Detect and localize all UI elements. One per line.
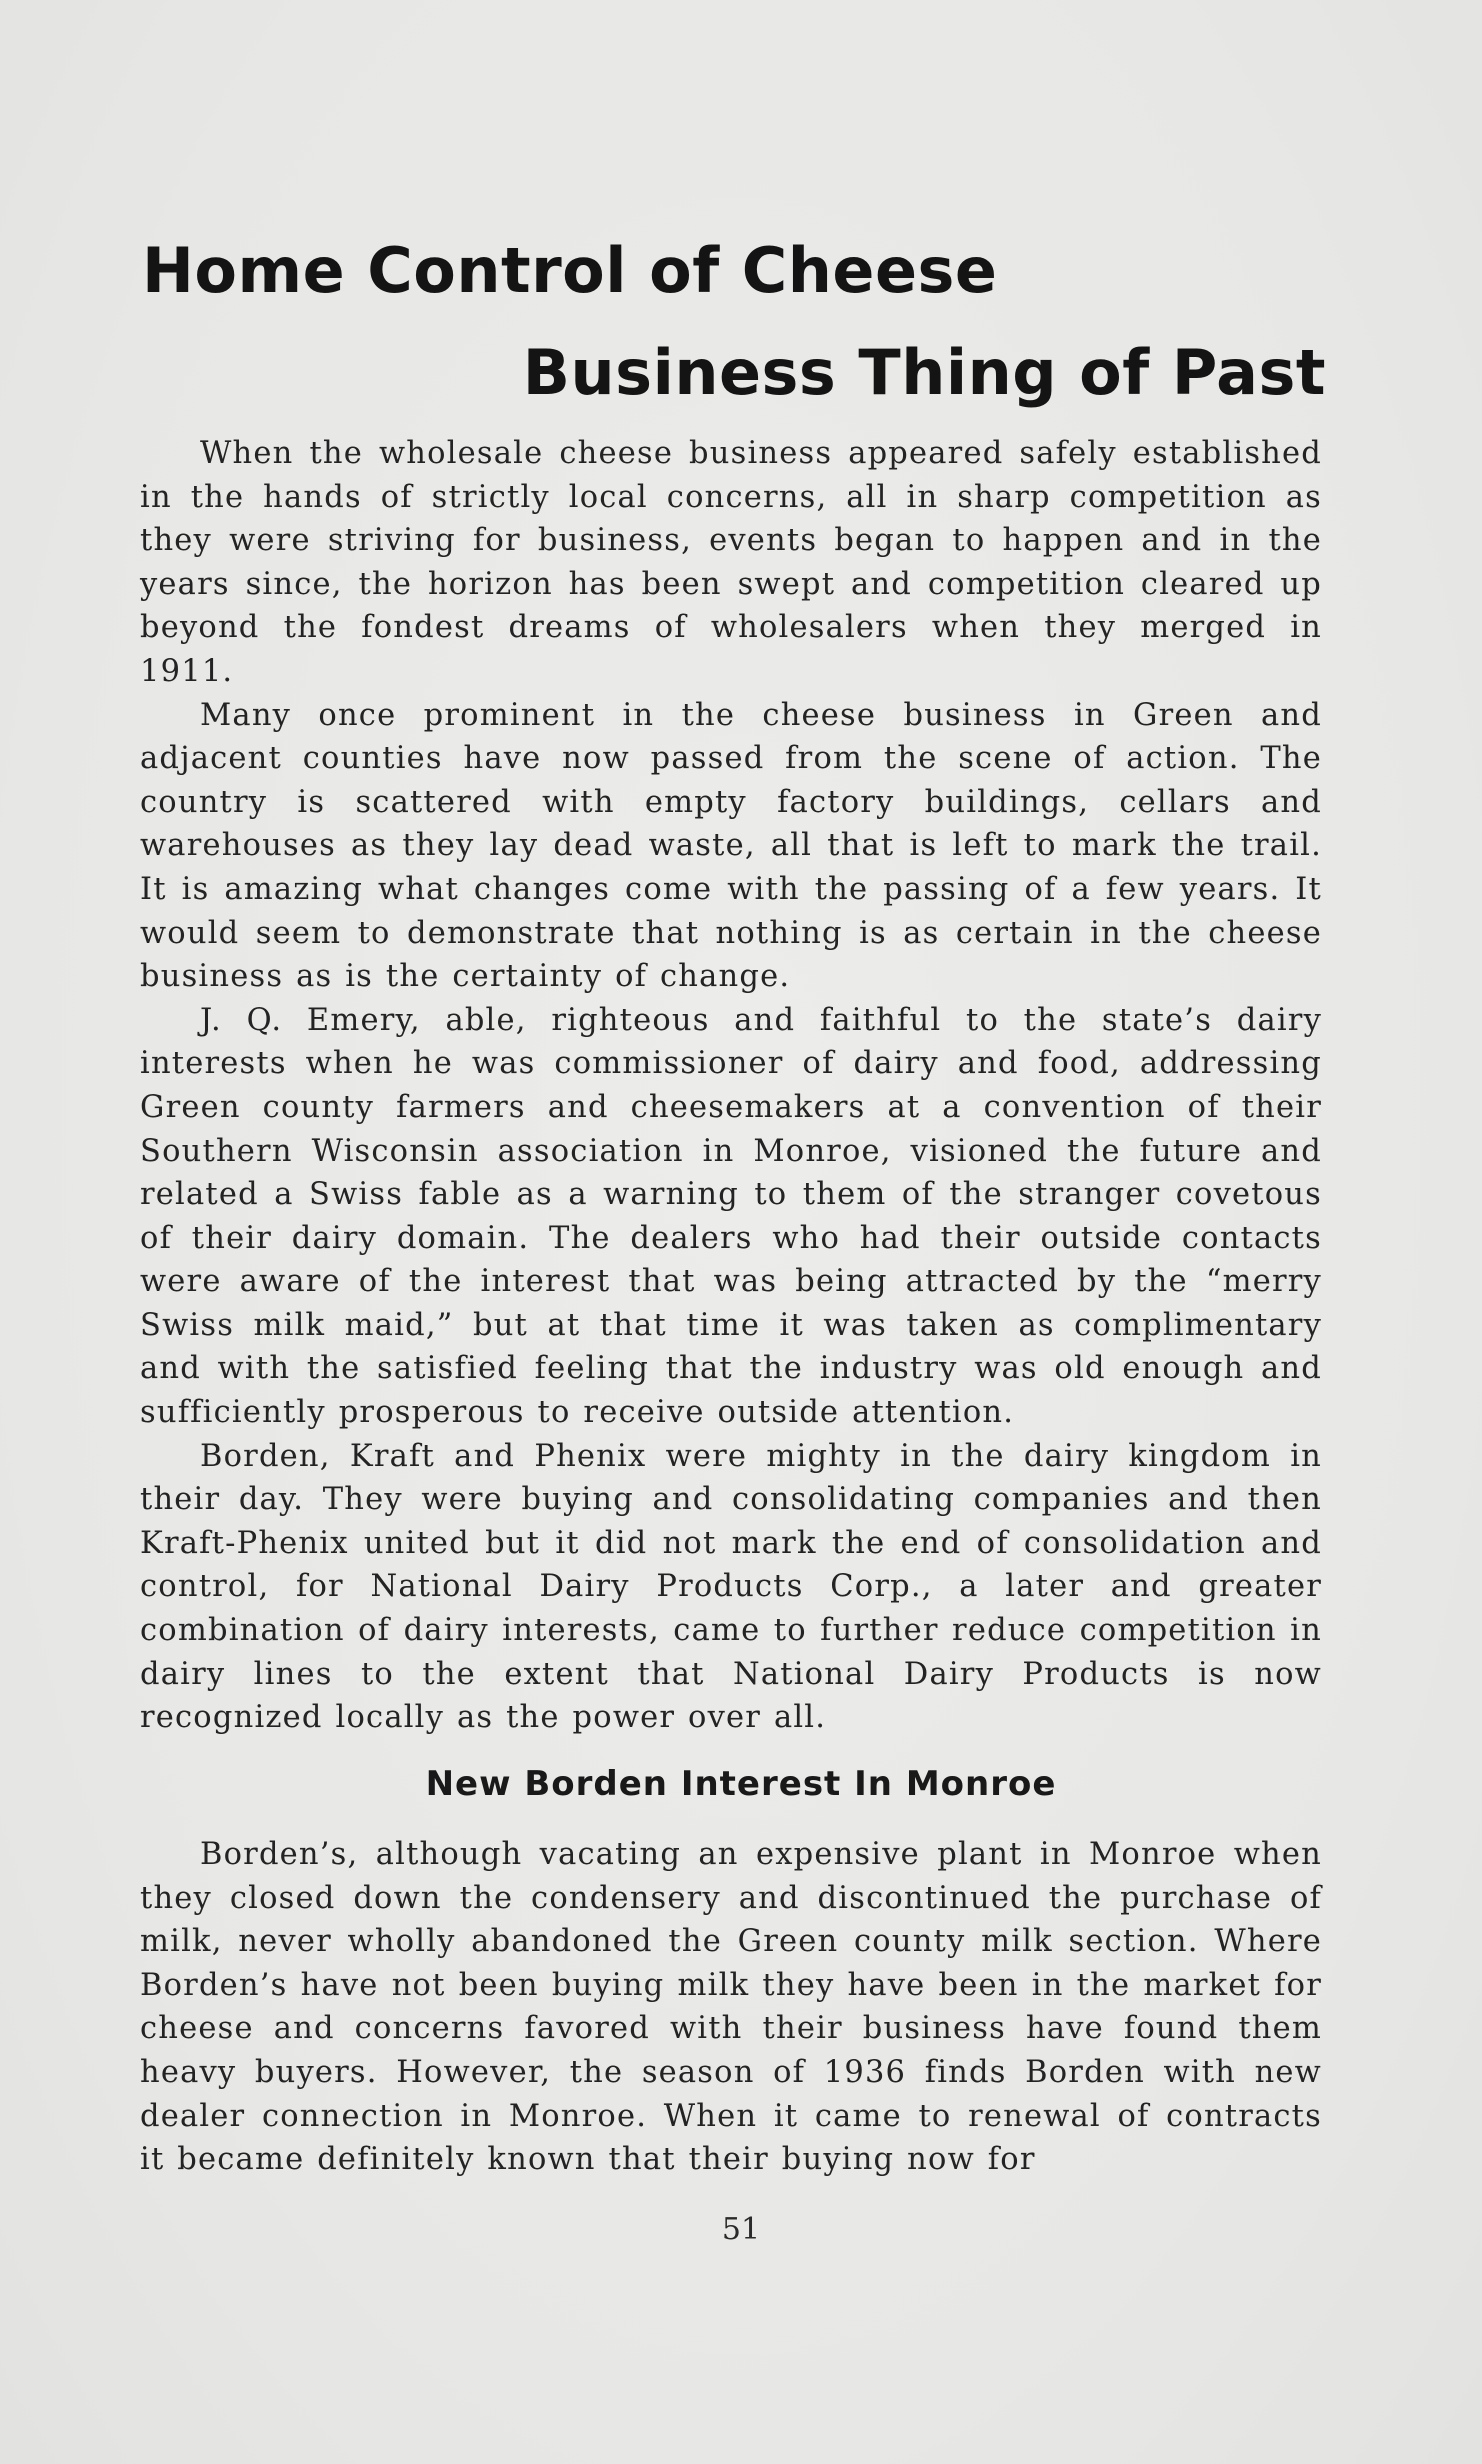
article-body (140, 432, 1322, 1740)
paragraph: When the wholesale cheese business appeared safely established in the hands of strictly local concerns, all in sharp competition as they were striving for business, events began to happen and in the years since, the horizon has been swept and competition cleared up beyond the fondest dreams of wholesalers when they merged in 1911. (140, 436, 1322, 689)
paragraph: Borden’s, although vacating an expensive plant in Monroe when they closed down the condensery and discontinued the purchase of milk, never wholly abandoned the Green county milk section. Where Borden’s have not been buying milk they have been in the market for cheese and concerns favored with their business have found them heavy buyers. However, the season of 1936 finds Borden with new dealer connection in Monroe. When it came to renewal of contracts it became definitely known that their buying now for (140, 1837, 1322, 2178)
section-subheading: New Borden Interest In Monroe (425, 1764, 1057, 1804)
page-number: 51 (721, 2212, 761, 2247)
paragraph: Many once prominent in the cheese business in Green and adjacent counties have now passed from the scene of action. The country is scattered with empty factory buildings, cellars and warehouses as they lay dead waste, all that is left to mark the trail. It is amazing what changes come with the passing of a few years. It would seem to demonstrate that nothing is as certain in the cheese business as is the certainty of change. (140, 697, 1322, 995)
paragraph: Borden, Kraft and Phenix were mighty in the dairy kingdom in their day. They were buying and consolidating companies and then Kraft-Phenix united but it did not mark the end of consolidation and control, for National Dairy Products Corp., a later and greater combination of dairy interests, came to further reduce competition in dairy lines to the extent that National Dairy Products is now recognized locally as the power over all. (140, 1438, 1322, 1736)
article-body-continued (140, 1833, 1322, 2182)
paragraph: J. Q. Emery, able, righteous and faithful to the state’s dairy interests when he was commissioner of dairy and food, addressing Green county farmers and cheesemakers at a convention of their Southern Wisconsin association in Monroe, visioned the future and related a Swiss fable as a warning to them of the stranger covetous of their dairy domain. The dealers who had their outside contacts were aware of the interest that was being attracted by the “merry Swiss milk maid,” but at that time it was taken as complimentary and with the satisfied feeling that the industry was old enough and sufficiently prosperous to receive outside attention. (140, 1002, 1322, 1431)
article-title-line-1: Home Control of Cheese (142, 234, 998, 307)
article-title-line-2: Business Thing of Past (522, 336, 1326, 409)
